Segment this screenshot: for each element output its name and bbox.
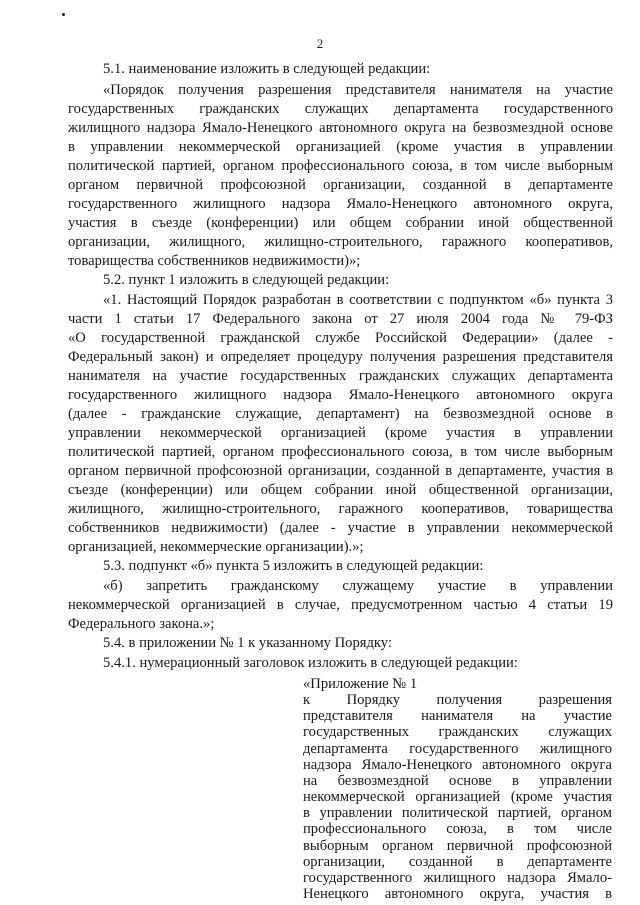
text-line: 5.3. подпункт «б» пункта 5 изложить в следующей редакции: xyxy=(103,558,484,574)
scan-speck xyxy=(62,13,65,16)
text-line: жилищного, жилищно-строительного, гаражного кооперативов, товарищества xyxy=(68,501,613,517)
appendix-heading-line: организации, созданной в департаменте xyxy=(303,854,612,870)
appendix-heading-line: департамента государственного жилищного xyxy=(303,741,612,757)
text-line: государственного жилищного надзора Ямало-Ненецкого автономного округа xyxy=(68,387,613,403)
appendix-heading-line: государственных гражданских служащих xyxy=(303,724,612,740)
text-line: (далее - гражданские служащие, департамент) на безвозмездной основе в xyxy=(68,406,613,422)
text-line: Федерального закона.»; xyxy=(68,616,215,632)
text-line: государственного жилищного надзора Ямало-Ненецкого автономного округа, xyxy=(68,196,613,212)
appendix-heading-line: надзора Ямало-Ненецкого автономного округа xyxy=(303,757,612,773)
text-line: нанимателя на участие государственных гражданских служащих департамента xyxy=(68,368,613,384)
text-line: 5.4. в приложении № 1 к указанному Порядку: xyxy=(103,635,392,651)
text-line: 5.4.1. нумерационный заголовок изложить в следующей редакции: xyxy=(103,655,518,671)
text-line: собственников недвижимости) (далее - участие в управлении некоммерческой xyxy=(68,520,613,536)
appendix-heading-line: государственного жилищного надзора Ямало- xyxy=(303,870,612,886)
text-line: политической партией, органом профессионального союза, в том числе выборным xyxy=(68,158,613,174)
text-line: органом первичной профсоюзной организации, созданной в департаменте xyxy=(68,177,613,193)
text-line: организацией, некоммерческие организации).»; xyxy=(68,539,364,555)
appendix-heading-line: в управлении политической партией, органом xyxy=(303,805,612,821)
text-line: управлении некоммерческой организацией (кроме участия в управлении xyxy=(68,425,613,441)
appendix-heading-line: некоммерческой организацией (кроме участия xyxy=(303,789,612,805)
text-line: некоммерческой организацией в случае, предусмотренном частью 4 статьи 19 xyxy=(68,597,613,613)
text-line: государственных гражданских служащих департамента государственного xyxy=(68,101,613,117)
text-line: «б) запретить гражданскому служащему участие в управлении xyxy=(103,578,613,594)
appendix-heading-line: Ненецкого автономного округа, участия в xyxy=(303,886,612,902)
text-line: части 1 статьи 17 Федерального закона от 27 июля 2004 года № 79-ФЗ xyxy=(68,311,613,327)
text-line: «О государственной гражданской службе Российской Федерации» (далее - xyxy=(68,330,613,346)
text-line: товарищества собственников недвижимости)»; xyxy=(68,253,361,269)
appendix-heading-line: к Порядку получения разрешения xyxy=(303,692,612,708)
text-line: организации, жилищного, жилищно-строительного, гаражного кооперативов, xyxy=(68,234,613,250)
text-line: жилищного надзора Ямало-Ненецкого автономного округа на безвозмездной основе xyxy=(68,120,613,136)
text-line: «1. Настоящий Порядок разработан в соответствии с подпунктом «б» пункта 3 xyxy=(103,292,613,308)
text-line: Федеральный закон) и определяет процедуру получения разрешения представителя xyxy=(68,349,613,365)
text-line: 5.1. наименование изложить в следующей редакции: xyxy=(103,61,431,77)
text-line: политической партией, органом профессионального союза, в том числе выборным xyxy=(68,444,613,460)
text-line: органом первичной профсоюзной организации, созданной в департаменте, участия в xyxy=(68,463,613,479)
appendix-heading-line: «Приложение № 1 xyxy=(303,676,418,692)
text-line: съезде (конференции) или общем собрании иной общественной организации, xyxy=(68,482,613,498)
text-line: «Порядок получения разрешения представителя нанимателя на участие xyxy=(103,82,613,98)
page-number: 2 xyxy=(316,36,324,51)
appendix-heading-line: представителя нанимателя на участие xyxy=(303,708,612,724)
appendix-heading-line: выборным органом первичной профсоюзной xyxy=(303,838,612,854)
text-line: участия в съезде (конференции) или общем собрании иной общественной xyxy=(68,215,613,231)
appendix-heading-line: на безвозмездной основе в управлении xyxy=(303,773,612,789)
appendix-heading-line: профессионального союза, в том числе xyxy=(303,821,612,837)
text-line: в управлении некоммерческой организацией (кроме участия в управлении xyxy=(68,139,613,155)
text-line: 5.2. пункт 1 изложить в следующей редакции: xyxy=(103,272,390,288)
